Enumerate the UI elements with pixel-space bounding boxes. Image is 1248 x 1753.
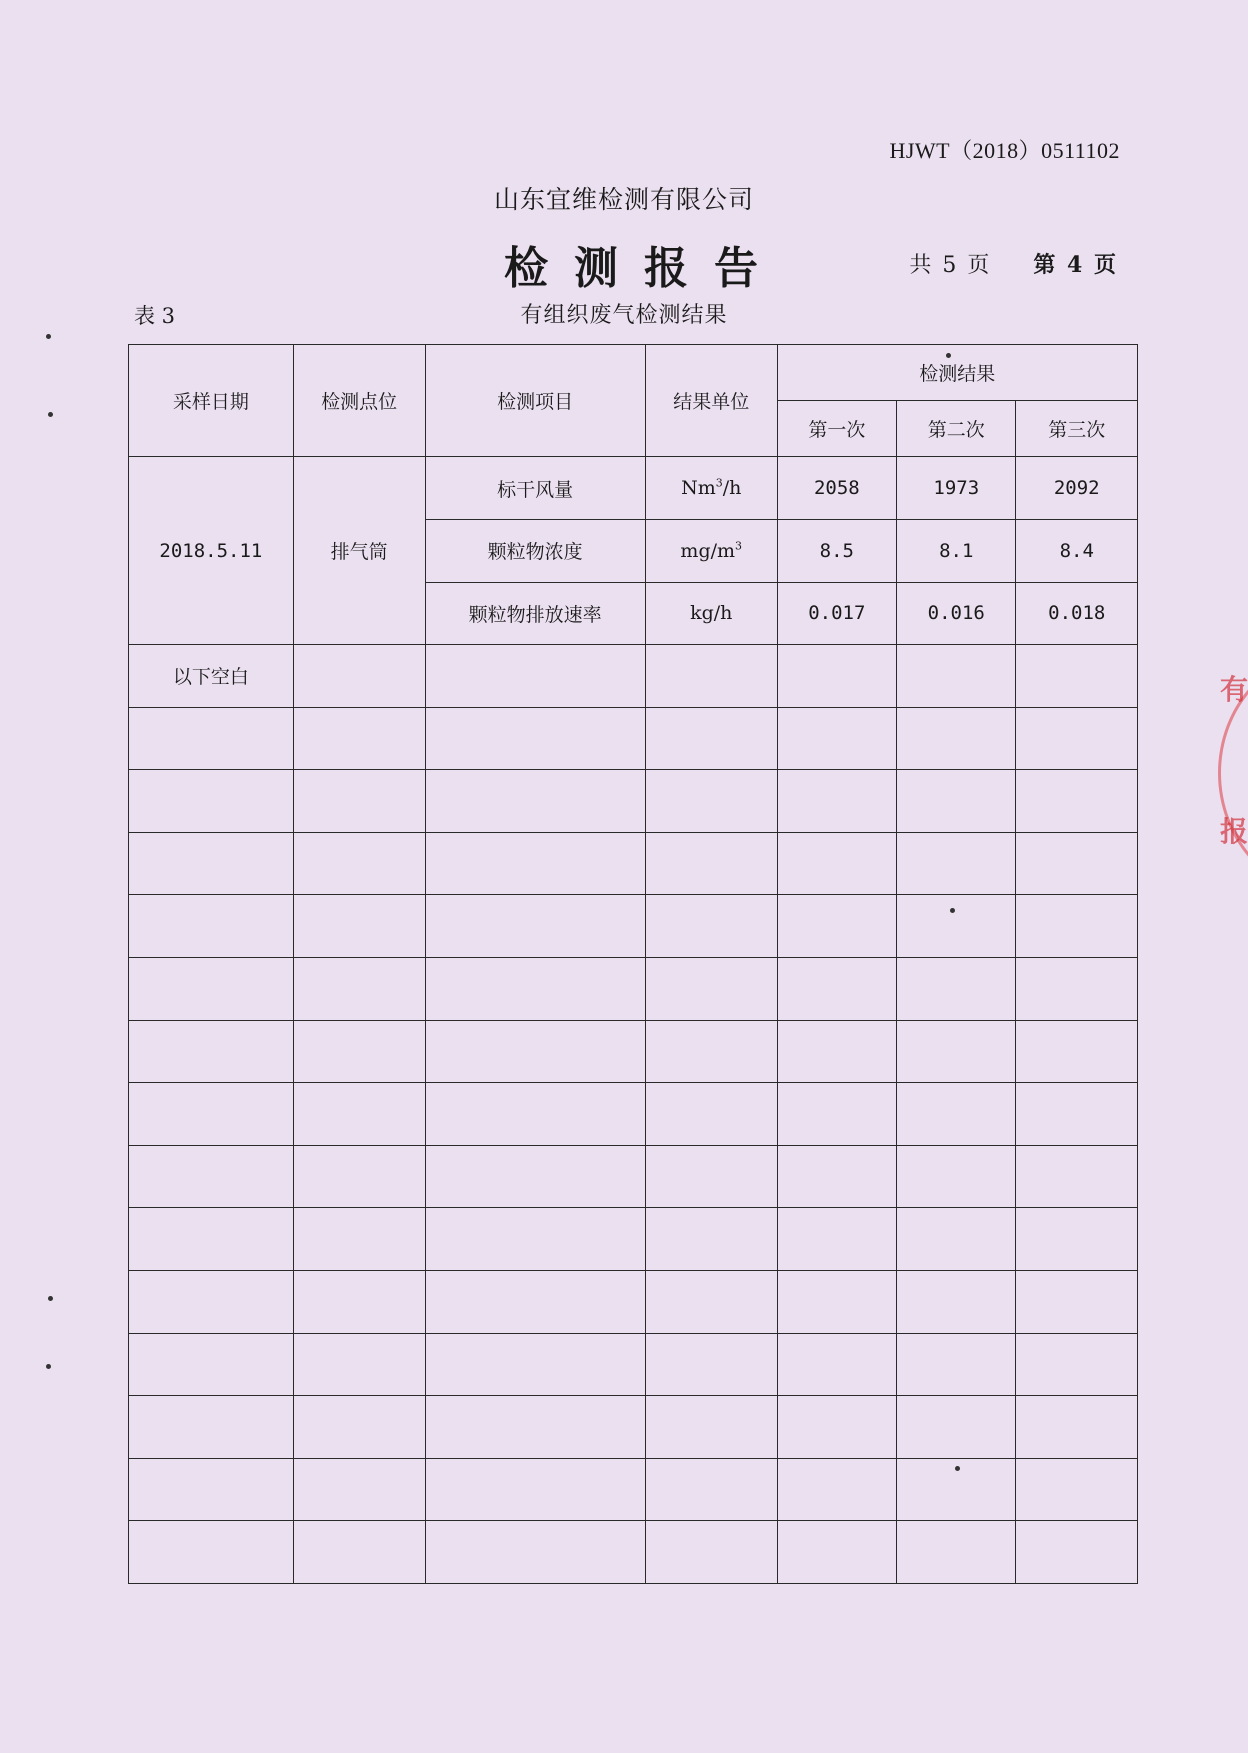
unit-cell: Nm$^3$/h bbox=[645, 457, 777, 520]
scan-speck bbox=[46, 1364, 51, 1369]
empty-row bbox=[129, 958, 1138, 1021]
empty-row bbox=[129, 1083, 1138, 1146]
header-item: 检测项目 bbox=[425, 345, 645, 457]
table-row bbox=[129, 457, 1138, 520]
table-caption: 有组织废气检测结果 bbox=[520, 303, 728, 328]
report-number: HJWT（2018）0511102 bbox=[889, 138, 1120, 163]
item-cell: 标干风量 bbox=[425, 457, 645, 520]
unit-cell: kg/h bbox=[645, 582, 777, 645]
header-row bbox=[129, 345, 1138, 401]
blank-label-row bbox=[129, 645, 1138, 708]
empty-row bbox=[129, 1270, 1138, 1333]
empty-row bbox=[129, 1396, 1138, 1459]
scan-speck bbox=[46, 334, 51, 339]
report-title: 检测报告 bbox=[504, 243, 784, 294]
unit-cell: $mg/m^3$ bbox=[645, 520, 777, 583]
company-seal: 有 报 bbox=[1212, 650, 1248, 890]
item-cell: 颗粒物浓度 bbox=[425, 520, 645, 583]
sample-location: 排气筒 bbox=[293, 457, 425, 645]
empty-row bbox=[129, 1208, 1138, 1271]
result-2: 8.1 bbox=[897, 520, 1016, 583]
empty-row bbox=[129, 1458, 1138, 1521]
header-third: 第三次 bbox=[1016, 401, 1138, 457]
company-name: 山东宜维检测有限公司 bbox=[493, 185, 754, 214]
current-page: 第 4 页 bbox=[1033, 252, 1116, 278]
empty-row bbox=[129, 770, 1138, 833]
blank-label: 以下空白 bbox=[129, 645, 294, 708]
total-pages: 共 5 页 bbox=[909, 253, 990, 278]
empty-row bbox=[129, 1521, 1138, 1584]
result-1: 8.5 bbox=[777, 520, 896, 583]
results-table bbox=[128, 344, 1138, 1584]
empty-row bbox=[129, 895, 1138, 958]
empty-row bbox=[129, 1333, 1138, 1396]
header-date: 采样日期 bbox=[129, 345, 294, 457]
result-2: 0.016 bbox=[897, 582, 1016, 645]
header-unit: 结果单位 bbox=[645, 345, 777, 457]
scan-speck bbox=[946, 353, 951, 358]
header-second: 第二次 bbox=[897, 401, 1016, 457]
table-label: 表 3 bbox=[134, 304, 176, 328]
scan-speck bbox=[48, 1296, 53, 1301]
item-cell: 颗粒物排放速率 bbox=[425, 582, 645, 645]
header-first: 第一次 bbox=[777, 401, 896, 457]
result-3: 2092 bbox=[1016, 457, 1138, 520]
header-results: 检测结果 bbox=[777, 345, 1137, 401]
result-1: 0.017 bbox=[777, 582, 896, 645]
empty-row bbox=[129, 832, 1138, 895]
result-3: 0.018 bbox=[1016, 582, 1138, 645]
empty-row bbox=[129, 707, 1138, 770]
result-1: 2058 bbox=[777, 457, 896, 520]
empty-row bbox=[129, 1145, 1138, 1208]
page-info bbox=[909, 248, 1116, 279]
result-2: 1973 bbox=[897, 457, 1016, 520]
scan-speck bbox=[950, 908, 955, 913]
header-location: 检测点位 bbox=[293, 345, 425, 457]
result-3: 8.4 bbox=[1016, 520, 1138, 583]
empty-row bbox=[129, 1020, 1138, 1083]
scan-speck bbox=[955, 1466, 960, 1471]
scan-speck bbox=[48, 412, 53, 417]
sample-date: 2018.5.11 bbox=[129, 457, 294, 645]
